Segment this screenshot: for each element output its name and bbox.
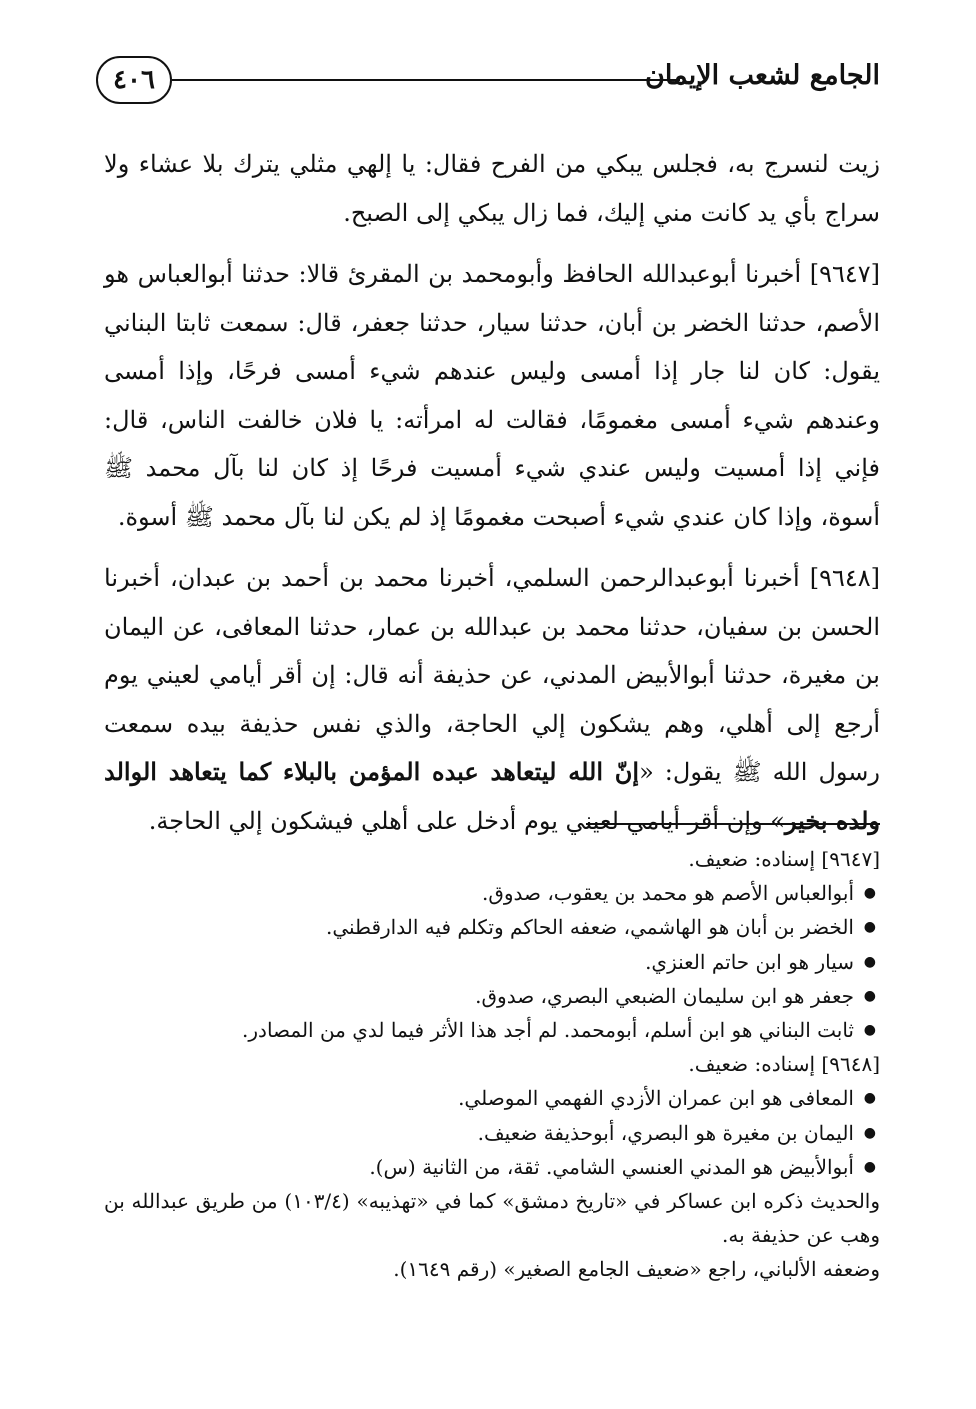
footnote-item: ● أبوالأبيض هو المدني العنسي الشامي. ثقة، من الثانية (س). — [104, 1150, 854, 1184]
hadith-9647 — [104, 250, 880, 541]
running-title: الجامع لشعب الإيمان — [645, 60, 880, 91]
footnote-item: ● ثابت البناني هو ابن أسلم، أبومحمد. لم أجد هذا الأثر فيما لدي من المصادر. — [104, 1013, 854, 1047]
footnote-heading: [٩٦٤٧] إسناده: ضعيف. — [688, 847, 880, 871]
hadith-number: [٩٦٤٧] — [809, 260, 880, 288]
footnotes — [104, 842, 880, 1287]
page-number: ٤٠٦ — [96, 56, 172, 104]
hadith-9648 — [104, 554, 880, 845]
hadith-number: [٩٦٤٨] — [809, 564, 880, 592]
main-text — [104, 140, 880, 858]
footnote-paragraph: والحديث ذكره ابن عساكر في «تاريخ دمشق» كما في «تهذيبه» (١٠٣/٤) من طريق عبدالله بن وهب عن حذيفة به. — [104, 1189, 881, 1248]
footnote-item: ● سيار هو ابن حاتم العنزي. — [104, 945, 854, 979]
page-header — [96, 56, 880, 108]
footnote-separator — [586, 823, 880, 825]
footnote-item: ● المعافى هو ابن عمران الأزدي الفهمي الموصلي. — [104, 1081, 854, 1115]
footnote-item: ● جعفر هو ابن سليمان الضبعي البصري، صدوق. — [104, 979, 854, 1013]
paragraph-continuation: زيت لنسرج به، فجلس يبكي من الفرح فقال: يا إلهي مثلي يترك بلا عشاء ولا سراج بأي يد كانت مني إليك، فما زال يبكي إلى الصبح. — [104, 150, 880, 227]
prophetic-quote: إنّ الله ليتعاهد عبده المؤمن بالبلاء كما يتعاهد الوالد ولده بخير — [104, 757, 880, 835]
footnote-heading: [٩٦٤٨] إسناده: ضعيف. — [688, 1052, 880, 1077]
hadith-text: أخبرنا أبوعبدالرحمن السلمي، أخبرنا محمد بن أحمد بن عبدان، أخبرنا الحسن بن سفيان، حدثنا محمد بن عبدالله بن عمار، حدثنا المعافى، عن اليمان بن مغيرة، حدثنا أبوالأبيض المدني، عن حذيفة أنه قال: إن أقر أيامي لعيني يوم أرجع إلى أهلي، وهم يشكون إلي الحاجة، والذي نفس حذيفة بيده سمعت رسول الله ﷺ يقول: « — [104, 564, 880, 786]
footnote-paragraph: وضعفه الألباني، راجع «ضعيف الجامع الصغير» (رقم ١٦٤٩). — [393, 1257, 880, 1282]
footnote-list — [104, 1081, 880, 1184]
header-rule — [172, 79, 680, 81]
footnote-item: ● الخضر بن أبان هو الهاشمي، ضعفه الحاكم وتكلم فيه الدارقطني. — [104, 910, 854, 944]
footnote-item: ● أبوالعباس الأصم هو محمد بن يعقوب، صدوق. — [104, 876, 854, 910]
hadith-text-end: » وإن أقر أيامي لعيني يوم أدخل على أهلي فيشكون إلي الحاجة. — [148, 806, 785, 835]
hadith-text: أخبرنا أبوعبدالله الحافظ وأبومحمد بن المقرئ قالا: حدثنا أبوالعباس هو الأصم، حدثنا الخضر بن أبان، حدثنا سيار، حدثنا جعفر، قال: سمعت ثابتا البناني يقول: كان لنا جار إذا أمسى وليس عندهم شيء أمسى فرحًا، وإذا أمسى وعندهم شيء أمسى مغمومًا، فقالت له امرأته: يا فلان خالفت الناس، قال: فإني إذا أمسيت وليس عندي شيء أمسيت فرحًا إذ كان لنا بآل محمد ﷺ أسوة، وإذا كان عندي شيء أصبحت مغمومًا إذ لم يكن لنا بآل محمد ﷺ أسوة. — [104, 260, 880, 531]
footnote-list — [104, 876, 880, 1047]
footnote-item: ● اليمان بن مغيرة هو البصري، أبوحذيفة ضعيف. — [104, 1116, 854, 1150]
